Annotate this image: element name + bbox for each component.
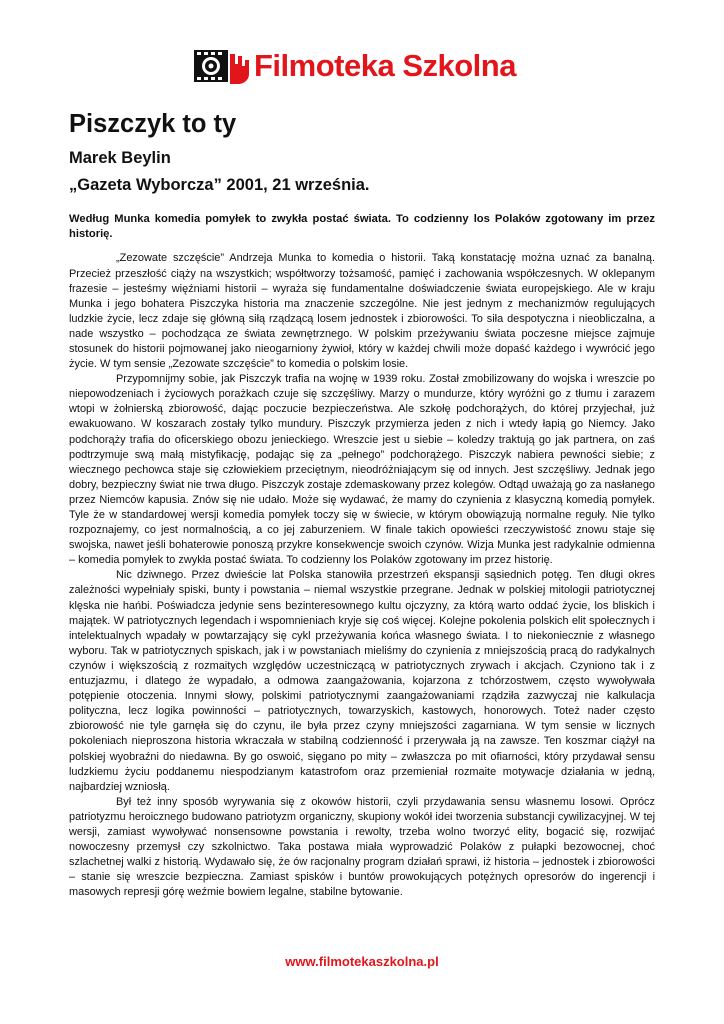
footer-link[interactable]: www.filmotekaszkolna.pl bbox=[285, 954, 439, 969]
brand-logo bbox=[192, 46, 516, 86]
article-body bbox=[69, 212, 655, 900]
lead-paragraph: Według Munka komedia pomyłek to zwykła postać świata. To codzienny los Polaków zgotowany im przez historię. bbox=[69, 213, 655, 241]
header bbox=[0, 46, 724, 90]
body-paragraph: Był też inny sposób wyrywania się z okowów historii, czyli przydawania sensu własnemu losowi. Oprócz patriotyzmu heroicznego budowano patriotyzm organiczny, skupiony wokół idei tworzenia substancji cywilizacyjnej. W tej wersji, zamiast wywoływać nonsensowne powstania i rewolty, trzeba wolno tworzyć elity, bogacić się, rozwijać nowoczesny przemysł czy szkolnictwo. Taka postawa miała wyprowadzić Polaków z pułapki bezowocnej, choć szlachetnej walki z historią. Wydawało się, że ów racjonalny program działań sprawi, iż historia – jednostek i zbiorowości – stanie się wreszcie bezpieczna. Zamiast spisków i buntów prowokujących potężnych opresorów do ingerencji i masowych represji górę weźmie bowiem legalne, stabilne bytowanie. bbox=[69, 795, 655, 899]
page-title: Piszczyk to ty bbox=[69, 110, 237, 138]
author: Marek Beylin bbox=[69, 149, 171, 167]
body-paragraph: Przypomnijmy sobie, jak Piszczyk trafia na wojnę w 1939 roku. Został zmobilizowany do wojska i wreszcie po niepowodzeniach i życiowych porażkach czuje się szczęśliwy. Marzy o mundurze, który wyróżni go z tłumu i zarazem wtopi w żołnierską zbiorowość, dając poczucie bezpieczeństwa. Ale szkołę podchorążych, do której przyjechał, już ewakuowano. W koszarach zostały tylko mundury. Piszczyk przymierza jeden z nich i wtedy łapią go Niemcy. Jako podchorąży trafia do oficerskiego obozu jenieckiego. Wreszcie jest u siebie – koledzy traktują go jak partnera, on zaś podtrzymuje swą małą mistyfikację, podając się za „pełnego” podchorążego. Piszczyk nabiera pewności siebie; z wiecznego pechowca staje się człowiekiem przeciętnym, nieodróżniającym się od innych. Jest szczęśliwy. Jednak jego dobry, bezpieczny świat nie trwa długo. Piszczyk zostaje zdemaskowany przez kolegów. Odtąd uważają go za nasłanego przez Niemców kapusia. Znów się nie udało. Może się wydawać, że mamy do czynienia z klasyczną komedią pomyłek. Tyle że w standardowej wersji komedia pomyłek toczy się w świecie, w którym obowiązują normalne reguły. Nie tylko rozpoznajemy, co jest normalnością, a co jej zaburzeniem. W finale takich opowieści rzeczywistość znowu staje się swojska, nawet jeśli bohaterowie ponoszą przykre konsekwencje swoich czynów. Wizja Munka jest radykalnie odmienna – komedia pomyłek to zwykła postać świata. To codzienny los Polaków zgotowany im przez historię. bbox=[69, 373, 655, 567]
body-paragraph: „Zezowate szczęście” Andrzeja Munka to komedia o historii. Taką konstatację można uznać za banalną. Przecież przeszłość ciąży na wszystkich; współtworzy tożsamość, pamięć i zachowania współczesnych. W oklepanym frazesie – jesteśmy więźniami historii – wyraża się fundamentalne doświadczenie świata europejskiego. Ale w kraju Munka i jego bohatera Piszczyka historia ma znaczenie szczególne. Nie jest jednym z mechanizmów regulujących ludzkie życie, lecz zdaje się główną siłą rządzącą losem jednostek i zbiorowości. To siła despotyczna i nieobliczalna, a nade wszystko – pochodząca ze świata zewnętrznego. W polskim przeżywaniu świata poczesne miejsce zajmuje stosunek do historii pojmowanej jako nieogarniony żywioł, który w każdej chwili może dopaść każdego i wywrócić jego życie. W tym sensie „Zezowate szczęście” to komedia o polskim losie. bbox=[69, 252, 655, 371]
film-camera-hand-icon bbox=[192, 46, 252, 86]
brand-name: Filmoteka Szkolna bbox=[254, 48, 516, 83]
body-paragraph: Nic dziwnego. Przez dwieście lat Polska stanowiła przestrzeń ekspansji sąsiednich potęg. Ten długi okres zależności wypełniały spiski, bunty i powstania – niemal wszystkie przegrane. Jednak w polskiej mitologii patriotycznej klęska nie hańbi. Poświadcza jedynie sens bezinteresownego kultu ojczyzny, za którą warto oddać życie, los bliskich i majątek. W patriotycznych legendach i wspomnieniach kryje się coś więcej. Kolejne pokolenia polskich elit społecznych i intelektualnych wpadały w powtarzający się cykl przeżywania końca własnego świata. I to niekoniecznie z własnego wyboru. Tak w patriotycznych spiskach, jak i w powstaniach mieliśmy do czynienia z mniejszością pracą do radykalnych czynów i większością z rozmaitych względów uczestniczącą w patriotycznych zrywach i akcjach. Czyniono tak i z entuzjazmu, i dlatego że wypadało, a odmowa zaangażowania, kojarzona z tchórzostwem, często wywoływała potępienie otoczenia. Innymi słowy, polskimi patriotycznymi zaangażowaniami rządziła zazwyczaj nie kalkulacja polityczna, lecz logika powinności – patriotycznych, towarzyskich, kastowych, honorowych. Toteż nader często zbiorowość nie tyle garnęła się do czynu, ile była przez czyny mniejszości zagarniana. W tym sensie w licznych pokoleniach nieproszona historia wkraczała w stabilną codzienność i przerywała ją na zawsze. Ten koszmar ciążył na polskiej wyobraźni do niedawna. By go oswoić, sięgano po mity – zwłaszcza po mit ofiarności, który przydawał sensu ludzkiemu życiu poddanemu niespodzianym katastrofom oraz przemieniał rozmaite motywacje działania w jedną, najbardziej wzniosłą. bbox=[69, 569, 655, 793]
source-citation: „Gazeta Wyborcza” 2001, 21 września. bbox=[69, 176, 370, 194]
